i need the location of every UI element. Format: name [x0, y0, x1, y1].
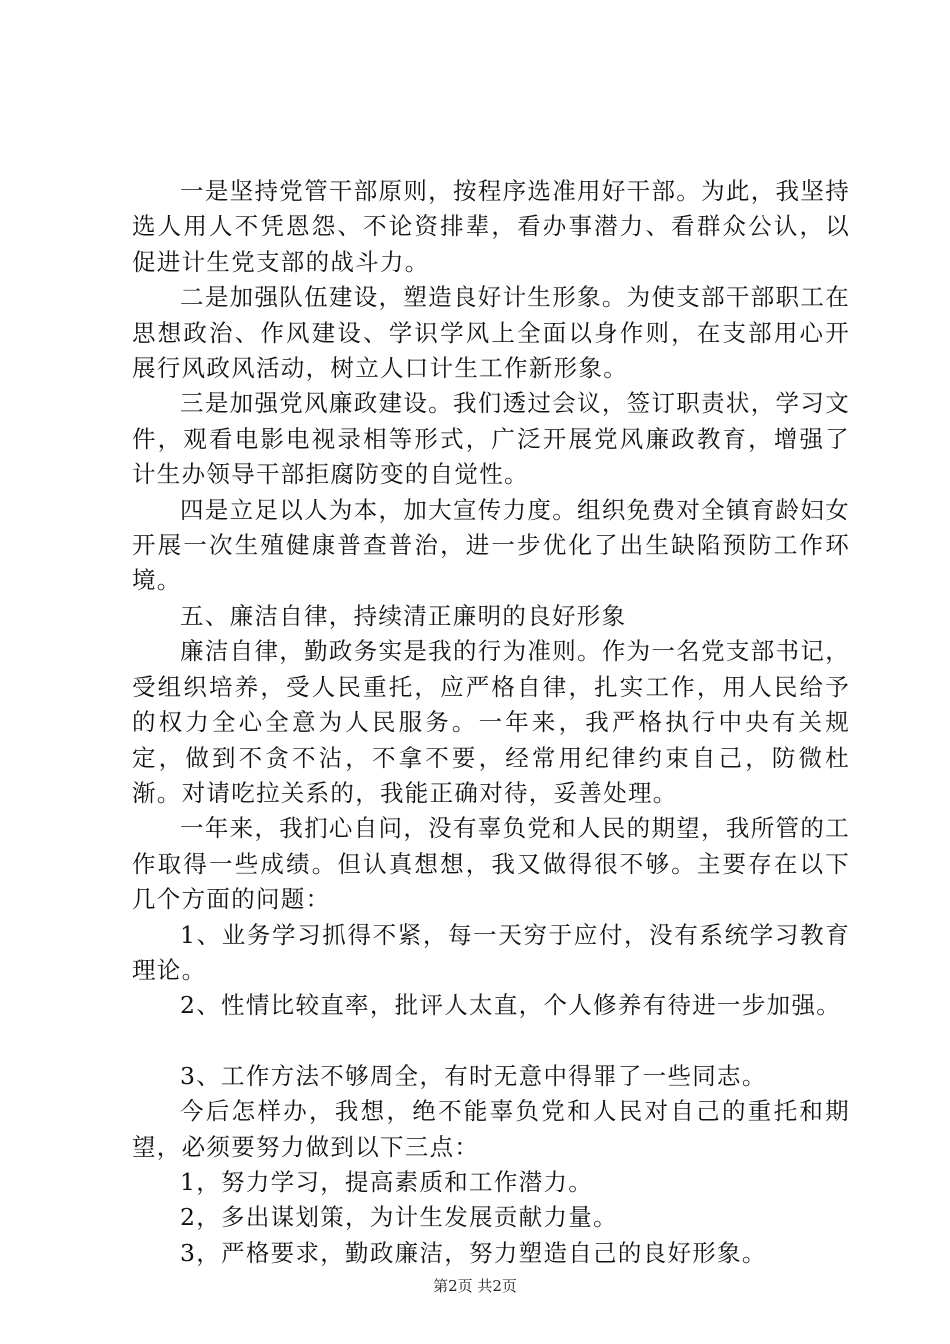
list-item-goal-2: 2，多出谋划策，为计生发展贡献力量。	[180, 1203, 618, 1232]
paragraph-future-plan: 今后怎样办，我想，绝不能辜负党和人民对自己的重托和期望，必须要努力做到以下三点：	[132, 1097, 850, 1161]
paragraph-publicity: 四是立足以人为本，加大宣传力度。组织免费对全镇育龄妇女开展一次生殖健康普查普治，进一步优化了出生缺陷预防工作环境。	[132, 495, 850, 595]
paragraph-integrity: 廉洁自律，勤政务实是我的行为准则。作为一名党支部书记，受组织培养，受人民重托，应严格自律，扎实工作，用人民给予的权力全心全意为人民服务。一年来，我严格执行中央有关规定，做到不贪不沾，不拿不要，经常用纪律约束自己，防微杜渐。对请吃拉关系的，我能正确对待，妥善处理。	[132, 637, 850, 807]
list-item-goal-3: 3，严格要求，勤政廉洁，努力塑造自己的良好形象。	[180, 1238, 767, 1267]
section-heading-integrity: 五、廉洁自律，持续清正廉明的良好形象	[180, 601, 627, 630]
list-item-goal-1: 1，努力学习，提高素质和工作潜力。	[180, 1167, 594, 1196]
list-item-problem-3: 3、工作方法不够周全，有时无意中得罪了一些同志。	[180, 1061, 767, 1090]
paragraph-self-review: 一年来，我扪心自问，没有辜负党和人民的期望，我所管的工作取得一些成绩。但认真想想，我又做得很不够。主要存在以下几个方面的问题：	[132, 814, 850, 914]
list-item-problem-2: 2、性情比较直率，批评人太直，个人修养有待进一步加强。	[180, 991, 842, 1020]
page-number-footer: 第2页 共2页	[433, 1277, 517, 1295]
paragraph-team-building: 二是加强队伍建设，塑造良好计生形象。为使支部干部职工在思想政治、作风建设、学识学风上全面以身作则，在支部用心开展行风政风活动，树立人口计生工作新形象。	[132, 283, 850, 383]
paragraph-anti-corruption: 三是加强党风廉政建设。我们透过会议，签订职责状，学习文件，观看电影电视录相等形式，广泛开展党风廉政教育，增强了计生办领导干部拒腐防变的自觉性。	[132, 389, 850, 489]
document-body	[132, 174, 850, 1271]
paragraph-cadre-selection: 一是坚持党管干部原则，按程序选准用好干部。为此，我坚持选人用人不凭恩怨、不论资排辈，看办事潜力、看群众公认，以促进计生党支部的战斗力。	[132, 177, 850, 276]
list-item-problem-1: 1、业务学习抓得不紧，每一天穷于应付，没有系统学习教育理论。	[132, 920, 850, 984]
